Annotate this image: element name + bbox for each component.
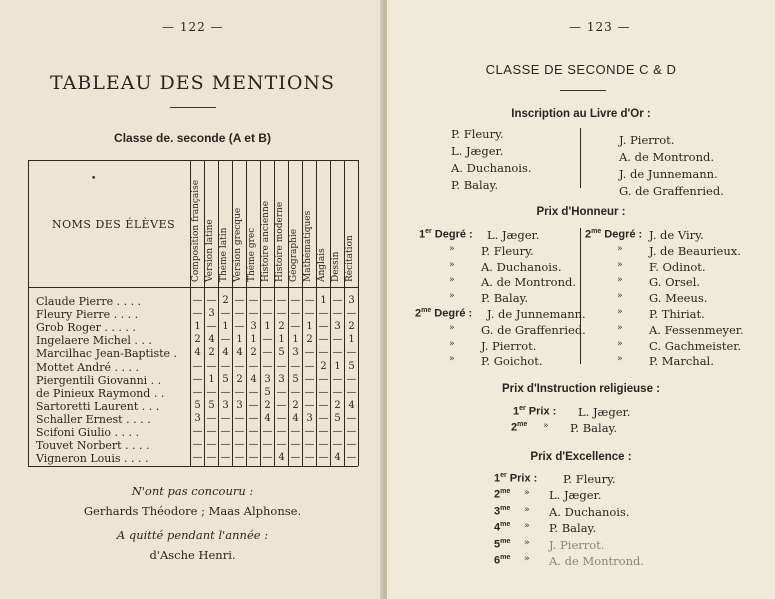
table-cell: — bbox=[262, 452, 273, 464]
livre-or-name: A. Duchanois. bbox=[451, 161, 532, 175]
table-cell: — bbox=[290, 360, 301, 372]
table-cell: 4 bbox=[236, 347, 243, 359]
table-cell: 3 bbox=[194, 412, 201, 424]
table-cell: — bbox=[346, 412, 357, 424]
ditto-mark: » bbox=[524, 521, 530, 532]
right-page bbox=[387, 0, 775, 599]
student-name: Vigneron Louis . . . . bbox=[36, 452, 149, 466]
rank-number: 2 bbox=[511, 421, 518, 434]
honneur-name: P. Marchal. bbox=[649, 354, 714, 369]
table-cell: 2 bbox=[292, 399, 299, 411]
table-cell: 3 bbox=[236, 399, 243, 411]
rank-label bbox=[511, 421, 527, 434]
table-cell: — bbox=[304, 295, 315, 306]
table-cell: — bbox=[318, 412, 329, 424]
honneur-name: A. Duchanois. bbox=[481, 259, 562, 274]
column-header: Anglais bbox=[317, 248, 327, 282]
rank-suffix: me bbox=[500, 504, 511, 512]
student-name: Mottet André . . . . bbox=[36, 360, 139, 374]
rank-label bbox=[494, 472, 537, 485]
honneur-name: L. Jæger. bbox=[487, 228, 540, 242]
table-cell: 3 bbox=[348, 295, 355, 306]
table-cell: — bbox=[290, 386, 301, 398]
table-cell: — bbox=[234, 452, 245, 464]
table-cell: — bbox=[220, 360, 231, 372]
table-cell: — bbox=[262, 295, 273, 306]
rank-suffix: me bbox=[500, 488, 511, 496]
ditto-mark: » bbox=[617, 291, 623, 302]
ditto-mark: » bbox=[449, 338, 455, 349]
table-cell: — bbox=[234, 412, 245, 424]
ditto-mark: » bbox=[449, 243, 455, 254]
table-cell: 4 bbox=[264, 412, 271, 424]
honneur-name: G. Meeus. bbox=[649, 291, 708, 306]
table-cell: 2 bbox=[250, 347, 257, 359]
not-competed-names: Gerhards Théodore ; Maas Alphonse. bbox=[83, 504, 302, 518]
ditto-mark: » bbox=[449, 275, 455, 286]
table-cell: 1 bbox=[264, 321, 271, 333]
excellence-name: P. Balay. bbox=[549, 521, 597, 536]
rank-label bbox=[494, 538, 510, 551]
table-cell: — bbox=[332, 295, 343, 306]
prix-text: Prix : bbox=[506, 472, 538, 485]
livre-or-name: G. de Graffenried. bbox=[619, 184, 724, 198]
table-cell: — bbox=[290, 439, 301, 451]
degree-text: Degré : bbox=[431, 228, 473, 241]
table-cell: — bbox=[318, 452, 329, 464]
table-cell: 4 bbox=[194, 347, 201, 359]
table-cell: — bbox=[332, 308, 343, 320]
rank-number: 1 bbox=[494, 472, 501, 485]
table-cell: — bbox=[206, 412, 217, 424]
table-cell: — bbox=[276, 399, 287, 411]
table-cell: — bbox=[192, 386, 203, 398]
ditto-mark: » bbox=[617, 338, 623, 349]
table-cell: 5 bbox=[278, 347, 285, 359]
table-cell: — bbox=[192, 426, 203, 437]
table-cell: — bbox=[290, 321, 301, 333]
rank-label bbox=[494, 505, 510, 518]
table-cell: — bbox=[276, 308, 287, 320]
table-cell: — bbox=[332, 334, 343, 346]
honneur-name: F. Odinot. bbox=[649, 259, 706, 274]
table-cell: — bbox=[332, 347, 343, 359]
table-cell: 3 bbox=[278, 373, 285, 385]
ditto-mark: » bbox=[524, 554, 530, 564]
table-cell: — bbox=[304, 399, 315, 411]
table-cell: 1 bbox=[222, 321, 229, 333]
table-cell: — bbox=[318, 347, 329, 359]
table-cell: 3 bbox=[222, 399, 229, 411]
table-cell: — bbox=[220, 452, 231, 464]
livre-or-name: J. Pierrot. bbox=[619, 133, 675, 147]
livre-or-divider bbox=[580, 128, 581, 188]
table-cell: — bbox=[234, 360, 245, 372]
student-name: Sartoretti Laurent . . . bbox=[36, 399, 160, 413]
table-cell: — bbox=[234, 426, 245, 437]
table-cell: — bbox=[290, 426, 301, 437]
table-cell: 3 bbox=[292, 347, 299, 359]
table-cell: 5 bbox=[208, 399, 215, 411]
honneur-name: P. Goichot. bbox=[481, 354, 543, 369]
table-cell: 2 bbox=[208, 347, 215, 359]
table-cell: 1 bbox=[236, 334, 243, 346]
left-during-year-name: d'Asche Henri. bbox=[149, 548, 236, 562]
table-cell: — bbox=[248, 295, 259, 306]
table-cell: — bbox=[220, 439, 231, 451]
table-cell: — bbox=[248, 399, 259, 411]
table-cell: — bbox=[248, 308, 259, 320]
table-cell: 5 bbox=[194, 399, 201, 411]
column-header: Thème latin bbox=[219, 227, 229, 282]
table-cell: 1 bbox=[250, 334, 257, 346]
column-header: Composition française bbox=[191, 179, 201, 282]
left-page bbox=[0, 0, 385, 599]
rank-number: 5 bbox=[494, 538, 501, 551]
header-dot: • bbox=[91, 174, 97, 184]
honneur-heading: Prix d'Honneur : bbox=[536, 206, 626, 218]
table-cell: 5 bbox=[292, 373, 299, 385]
ditto-mark: » bbox=[617, 307, 623, 317]
table-cell: 4 bbox=[334, 452, 341, 464]
table-cell: 2 bbox=[236, 373, 243, 385]
table-cell: — bbox=[304, 347, 315, 359]
honneur-name: J. de Junnemann. bbox=[487, 307, 586, 321]
table-cell: — bbox=[234, 439, 245, 451]
table-cell: — bbox=[192, 308, 203, 320]
table-cell: — bbox=[248, 412, 259, 424]
rank-number: 2 bbox=[494, 489, 501, 502]
table-cell: — bbox=[346, 373, 357, 385]
table-cell: 4 bbox=[292, 412, 299, 424]
table-cell: — bbox=[192, 373, 203, 385]
rank-label bbox=[494, 488, 510, 501]
column-divider bbox=[358, 160, 359, 466]
honneur-name: J. Pierrot. bbox=[481, 338, 537, 353]
table-cell: — bbox=[332, 373, 343, 385]
rank-suffix: me bbox=[500, 521, 511, 529]
livre-or-name: A. de Montrond. bbox=[619, 150, 715, 164]
livre-or-name: L. Jæger. bbox=[451, 144, 504, 158]
honneur-name: J. de Beaurieux. bbox=[649, 243, 741, 258]
table-cell: 5 bbox=[348, 360, 355, 372]
religion-heading: Prix d'Instruction religieuse : bbox=[501, 383, 661, 395]
table-cell: — bbox=[304, 360, 315, 372]
table-cell: — bbox=[192, 360, 203, 372]
ditto-mark: » bbox=[617, 275, 623, 286]
student-name: Grob Roger . . . . . bbox=[36, 321, 136, 335]
ditto-mark: » bbox=[524, 504, 530, 515]
table-cell: 1 bbox=[306, 321, 313, 333]
table-cell: — bbox=[234, 308, 245, 320]
table-cell: — bbox=[304, 452, 315, 464]
rank-suffix: er bbox=[519, 405, 526, 412]
honneur-name: J. de Viry. bbox=[649, 228, 704, 242]
excellence-name: P. Fleury. bbox=[563, 472, 616, 486]
table-cell: — bbox=[290, 308, 301, 320]
rank-number: 4 bbox=[494, 521, 501, 534]
title-rule bbox=[170, 107, 216, 108]
table-cell: — bbox=[346, 426, 357, 437]
table-cell: — bbox=[262, 439, 273, 451]
ditto-mark: » bbox=[524, 488, 530, 499]
table-cell: — bbox=[346, 347, 357, 359]
table-cell: — bbox=[318, 334, 329, 346]
table-cell: — bbox=[248, 426, 259, 437]
degree-text: Degré : bbox=[431, 307, 473, 320]
ditto-mark: » bbox=[449, 322, 455, 333]
livre-or-heading: Inscription au Livre d'Or : bbox=[511, 108, 651, 120]
table-cell: — bbox=[276, 439, 287, 451]
livre-or-name: J. de Junnemann. bbox=[619, 167, 718, 181]
table-cell: — bbox=[318, 439, 329, 451]
student-name: Schaller Ernest . . . . bbox=[36, 412, 151, 426]
excellence-heading: Prix d'Excellence : bbox=[530, 451, 632, 463]
table-cell: — bbox=[220, 426, 231, 437]
honneur-name: A. Fessenmeyer. bbox=[649, 322, 744, 337]
table-cell: — bbox=[192, 439, 203, 451]
ditto-mark: » bbox=[617, 259, 623, 270]
table-cell: — bbox=[346, 386, 357, 398]
table-cell: — bbox=[318, 308, 329, 320]
table-cell: — bbox=[248, 452, 259, 464]
excellence-name: J. Pierrot. bbox=[549, 537, 605, 552]
names-header: NOMS DES ÉLÈVES bbox=[52, 218, 176, 231]
student-name: Fleury Pierre . . . . bbox=[36, 308, 139, 322]
table-cell: — bbox=[304, 373, 315, 385]
table-cell: — bbox=[332, 426, 343, 437]
page-number-left: — 122 — bbox=[162, 20, 224, 34]
table-cell: 2 bbox=[264, 399, 271, 411]
table-cell: — bbox=[234, 321, 245, 333]
column-header: Thème grec bbox=[247, 227, 257, 282]
table-cell: — bbox=[318, 399, 329, 411]
honneur-name: G. de Graffenried. bbox=[481, 322, 586, 337]
table-cell: — bbox=[304, 426, 315, 437]
table-cell: — bbox=[206, 360, 217, 372]
religion-name: P. Balay. bbox=[570, 421, 618, 435]
rank-number: 3 bbox=[494, 505, 501, 518]
honneur-name: P. Fleury. bbox=[481, 243, 534, 258]
table-cell: 3 bbox=[334, 321, 341, 333]
mentions-table bbox=[28, 160, 358, 466]
table-cell: — bbox=[318, 373, 329, 385]
table-cell: 3 bbox=[306, 412, 313, 424]
student-name: Ingelaere Michel . . . bbox=[36, 334, 152, 348]
table-cell: 2 bbox=[222, 295, 229, 306]
livre-or-name: P. Balay. bbox=[451, 178, 499, 192]
prix-text: Prix : bbox=[525, 405, 557, 418]
ditto-mark: » bbox=[449, 291, 455, 302]
table-cell: — bbox=[290, 295, 301, 306]
ditto-mark: » bbox=[543, 421, 549, 431]
table-cell: — bbox=[192, 295, 203, 306]
honneur-name: G. Orsel. bbox=[649, 275, 701, 290]
table-cell: 4 bbox=[278, 452, 285, 464]
ditto-mark: » bbox=[449, 259, 455, 270]
excellence-name: A. de Montrond. bbox=[549, 554, 645, 568]
table-cell: 2 bbox=[320, 360, 327, 372]
table-cell: 2 bbox=[334, 399, 341, 411]
table-cell: — bbox=[206, 452, 217, 464]
rank-number: 6 bbox=[494, 554, 501, 567]
page-number-right: — 123 — bbox=[569, 20, 631, 34]
table-cell: — bbox=[304, 439, 315, 451]
table-cell: — bbox=[192, 452, 203, 464]
student-name: Marcilhac Jean-Baptiste . bbox=[36, 347, 178, 361]
ditto-mark: » bbox=[617, 354, 623, 365]
table-cell: — bbox=[318, 426, 329, 437]
table-cell: 1 bbox=[292, 334, 299, 346]
degree-number: 1 bbox=[419, 228, 426, 241]
table-cell: — bbox=[262, 426, 273, 437]
rank-number: 1 bbox=[513, 405, 520, 418]
degree-label bbox=[415, 307, 472, 320]
table-cell: — bbox=[206, 386, 217, 398]
rank-suffix: me bbox=[500, 537, 511, 545]
table-cell: 1 bbox=[194, 321, 201, 333]
degree-suffix: me bbox=[421, 307, 432, 314]
table-cell: — bbox=[276, 412, 287, 424]
student-name: Scifoni Giulio . . . . bbox=[36, 426, 140, 439]
rank-suffix: me bbox=[517, 421, 528, 428]
column-header: Version grecque bbox=[233, 207, 243, 282]
class-subtitle: Classe de. seconde (A et B) bbox=[114, 131, 271, 145]
degree-label bbox=[419, 228, 473, 241]
table-cell: 4 bbox=[250, 373, 257, 385]
table-cell: — bbox=[248, 360, 259, 372]
table-cell: — bbox=[262, 334, 273, 346]
table-cell: 1 bbox=[334, 360, 341, 372]
excellence-name: L. Jæger. bbox=[549, 488, 602, 503]
column-header: Dessin bbox=[331, 251, 341, 282]
table-cell: 3 bbox=[264, 373, 271, 385]
table-cell: — bbox=[304, 308, 315, 320]
page-title-left: TABLEAU DES MENTIONS bbox=[49, 72, 336, 94]
column-header: Récitation bbox=[345, 235, 355, 282]
table-cell: — bbox=[206, 321, 217, 333]
table-cell: 3 bbox=[250, 321, 257, 333]
table-cell: — bbox=[234, 295, 245, 306]
livre-or-name: P. Fleury. bbox=[451, 127, 504, 141]
table-cell: 2 bbox=[306, 334, 313, 346]
degree-suffix: me bbox=[591, 228, 602, 235]
student-name: Claude Pierre . . . . bbox=[36, 295, 142, 308]
table-cell: — bbox=[262, 360, 273, 372]
rank-label bbox=[513, 405, 556, 418]
table-cell: — bbox=[262, 347, 273, 359]
table-cell: — bbox=[346, 308, 357, 320]
table-cell: — bbox=[276, 295, 287, 306]
table-cell: — bbox=[206, 426, 217, 437]
table-cell: — bbox=[276, 426, 287, 437]
table-cell: 2 bbox=[194, 334, 201, 346]
ditto-mark: » bbox=[617, 322, 623, 333]
ditto-mark: » bbox=[524, 537, 530, 548]
table-cell: — bbox=[332, 439, 343, 451]
degree-text: Degré : bbox=[601, 228, 643, 241]
degree-number: 2 bbox=[585, 228, 592, 241]
honneur-name: P. Thiriat. bbox=[649, 307, 705, 321]
table-cell: 3 bbox=[208, 308, 215, 320]
table-cell: 1 bbox=[348, 334, 355, 346]
table-cell: 1 bbox=[208, 373, 215, 385]
table-cell: 5 bbox=[264, 386, 271, 398]
honneur-divider bbox=[580, 228, 581, 364]
ditto-mark: » bbox=[617, 243, 623, 254]
table-cell: — bbox=[220, 386, 231, 398]
honneur-name: C. Gachmeister. bbox=[649, 338, 742, 353]
table-cell: — bbox=[262, 308, 273, 320]
column-header: Histoire ancienne bbox=[261, 200, 271, 282]
table-cell: — bbox=[318, 386, 329, 398]
table-cell: — bbox=[332, 386, 343, 398]
student-name: Piergentili Giovanni . . bbox=[36, 373, 162, 387]
table-cell: — bbox=[220, 308, 231, 320]
rank-label bbox=[494, 521, 510, 534]
table-cell: — bbox=[206, 295, 217, 306]
column-header: Mathématiques bbox=[303, 210, 313, 282]
not-competed-label: N'ont pas concouru : bbox=[131, 484, 254, 498]
table-cell: 1 bbox=[320, 295, 327, 306]
degree-suffix: er bbox=[425, 228, 432, 235]
table-cell: 5 bbox=[334, 412, 341, 424]
honneur-name: P. Balay. bbox=[481, 291, 529, 306]
table-cell: — bbox=[248, 386, 259, 398]
column-header: Histoire moderne bbox=[275, 201, 285, 282]
table-cell: — bbox=[234, 386, 245, 398]
table-cell: — bbox=[276, 360, 287, 372]
table-cell: — bbox=[248, 439, 259, 451]
student-name: de Pinieux Raymond . . bbox=[36, 386, 165, 400]
table-cell: 4 bbox=[348, 399, 355, 411]
table-cell: — bbox=[318, 321, 329, 333]
table-cell: — bbox=[220, 412, 231, 424]
religion-name: L. Jæger. bbox=[578, 405, 631, 419]
table-cell: 4 bbox=[222, 347, 229, 359]
rank-suffix: er bbox=[500, 472, 507, 479]
table-cell: 2 bbox=[278, 321, 285, 333]
column-header: Géographie bbox=[289, 228, 299, 282]
student-name: Touvet Norbert . . . . bbox=[36, 439, 150, 453]
rank-suffix: me bbox=[500, 554, 511, 561]
honneur-name: A. de Montrond. bbox=[481, 275, 577, 290]
table-cell: 4 bbox=[208, 334, 215, 346]
table-cell: 2 bbox=[348, 321, 355, 333]
degree-label bbox=[585, 228, 642, 241]
table-cell: — bbox=[346, 452, 357, 464]
rank-label bbox=[494, 554, 510, 567]
table-cell: — bbox=[346, 439, 357, 451]
table-cell: 5 bbox=[222, 373, 229, 385]
column-header: Version latine bbox=[205, 219, 215, 282]
ditto-mark: » bbox=[449, 354, 455, 365]
table-cell: — bbox=[290, 452, 301, 464]
degree-number: 2 bbox=[415, 307, 422, 320]
table-cell: — bbox=[304, 386, 315, 398]
table-cell: 1 bbox=[278, 334, 285, 346]
left-during-year-label: A quitté pendant l'année : bbox=[116, 528, 269, 542]
title-rule-right bbox=[560, 90, 606, 91]
excellence-name: A. Duchanois. bbox=[549, 504, 630, 519]
table-cell: — bbox=[206, 439, 217, 451]
page-title-right: CLASSE DE SECONDE C & D bbox=[485, 62, 677, 77]
table-cell: — bbox=[220, 334, 231, 346]
table-cell: — bbox=[276, 386, 287, 398]
